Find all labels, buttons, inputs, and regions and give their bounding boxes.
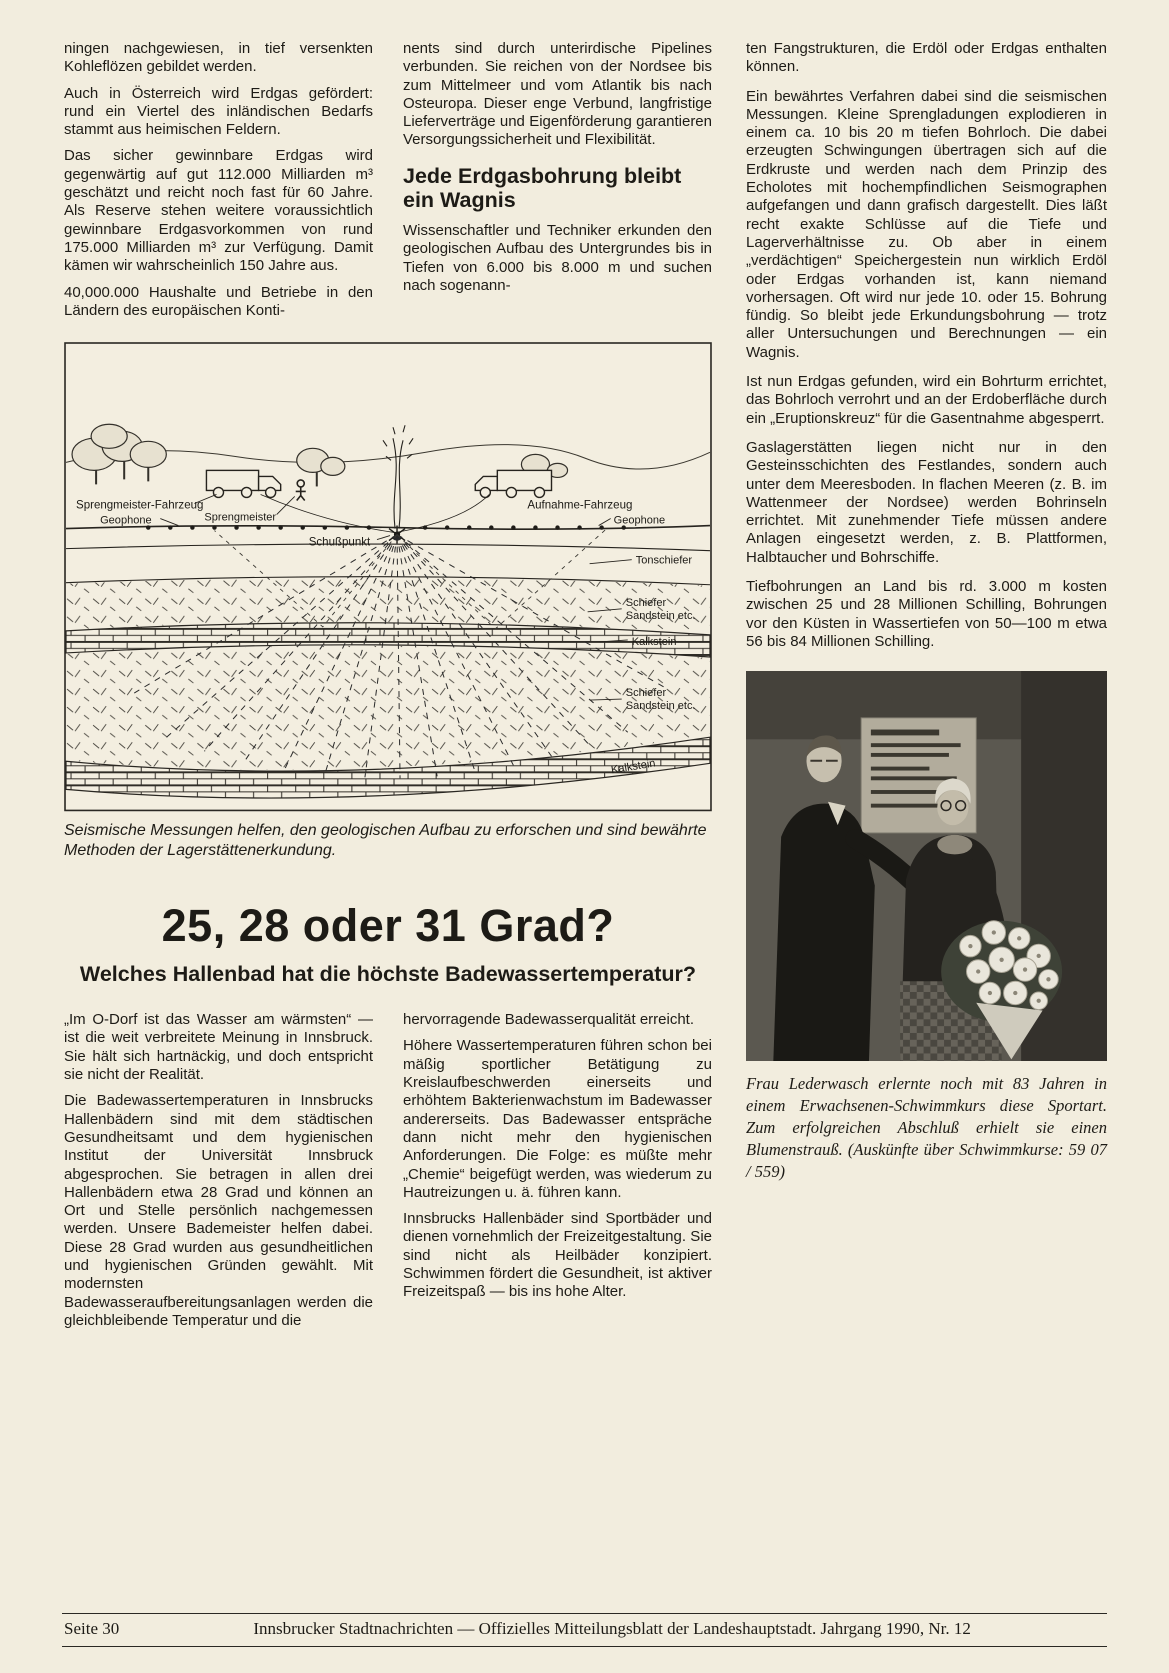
photo-caption: Frau Lederwasch erlernte noch mit 83 Jahren in einem Erwachsenen-Schwimmkurs diese Sportart. Zum erfolgreichen Abschluß erhielt sie einen Blumenstrauß. (Auskünfte über Schwimmkurse: 59 07 / 559) — [746, 1074, 1107, 1181]
paragraph: Ist nun Erdgas gefunden, wird ein Bohrturm errichtet, das Bohrloch verrohrt und an der Erdoberfläche durch ein „Eruptionskreuz“ für die Gasentnahme abgesperrt. — [746, 373, 1107, 427]
gas-article-top-columns — [64, 40, 712, 328]
diagram-caption: Seismische Messungen helfen, den geologischen Aufbau zu erforschen und sind bewährte Methoden der Lagerstättenerkundung. — [64, 821, 707, 860]
photo-figure — [746, 671, 1107, 1182]
seismic-diagram — [64, 342, 712, 811]
paragraph: ten Fangstrukturen, die Erdöl oder Erdgas enthalten können. — [746, 40, 1107, 76]
paragraph: Ein bewährtes Verfahren dabei sind die seismischen Messungen. Kleine Sprengladungen explodieren in einem ca. 10 bis 20 m tiefen Bohrloch. Die dabei erzeugten Schwingungen übertragen sich auf die Erdkruste und werden nach dem Prinzip des Echolotes mit hochempfindlichen Seismographen aufgefangen und dann grafisch dargestellt. Dies läßt recht exakte Schlüsse auf die Tiefe und Lagerverhältnisse zu. Ob aber in einem „verdächtigen“ Speichergestein nun wirklich Erdöl oder Erdgas vorhanden ist, kann niemand vorhersagen. Oft wird nur jede 10. oder 15. Bohrung fündig. So bleibt jede Erkundungsbohrung — trotz aller Untersuchungen und Berechnungen — ein Wagnis. — [746, 87, 1107, 361]
paragraph: nents sind durch unterirdische Pipelines verbunden. Sie reichen von der Nordsee bis zum Mittelmeer und vom Atlantik bis nach Osteuropa. Dieser enge Verbund, langfristige Lieferverträge und Eigenförderung garantieren Versorgungssicherheit und Flexibilität. — [403, 40, 712, 149]
diagram-label-schiefer-2b: Sandstein etc. — [625, 700, 696, 713]
paragraph: Die Badewassertemperaturen in Innsbrucks Hallenbädern sind mit dem städtischen Gesundheitsamt und dem hygienischen Institut der Universität Innsbruck abgesprochen. Sie betragen in allen drei Hallenbädern etwa 28 Grad und können an Ort und Stelle persönlich nachgemessen werden. Unsere Bademeister helfen dabei. Diese 28 Grad wurden aus gesundheitlichen und hygienischen Gründen gewählt. Mit modernsten Badewasseraufbereitungsanlagen werden die gleichbleibende Temperatur und die — [64, 1092, 373, 1329]
article-headline: 25, 28 oder 31 Grad? — [161, 900, 615, 952]
diagram-label-kalkstein-1: Kalkstein — [631, 636, 677, 649]
paragraph: Das sicher gewinnbare Erdgas wird gegenwärtig auf gut 112.000 Milliarden m³ geschätzt und reicht noch fast für 60 Jahre. Als Reserve stehen weitere voraussichtlich gewinnbare Erdgasvorkommen von rund 175.000 Milliarden m³ zur Verfügung. Damit kämen wir wahrscheinlich 150 Jahre aus. — [64, 147, 373, 275]
footer-masthead-text: Innsbrucker Stadtnachrichten — Offizielles Mitteilungsblatt der Landeshauptstadt. Jahrgang 1990, Nr. 12 — [253, 1619, 971, 1638]
seismic-diagram-figure — [64, 342, 712, 862]
pool-article — [64, 900, 712, 1338]
pool-article-columns — [64, 1011, 712, 1338]
main-content — [64, 40, 1107, 1338]
diagram-label-schiefer-1b: Sandstein etc. — [625, 610, 696, 623]
diagram-label-geophone-right: Geophone — [613, 514, 666, 527]
paragraph: Tiefbohrungen an Land bis rd. 3.000 m kosten zwischen 25 und 28 Millionen Schilling, Bohrungen vor den Küsten in Wassertiefen von 50—100 m etwa 56 bis 84 Millionen Schilling. — [746, 578, 1107, 650]
diagram-label-schiefer-2a: Schiefer — [625, 687, 667, 700]
diagram-label-aufnahme-fahrzeug: Aufnahme-Fahrzeug — [527, 499, 633, 512]
paragraph: Wissenschaftler und Techniker erkunden den geologischen Aufbau des Untergrundes bis in Tiefen von 6.000 bis 8.000 m und suchen nach sogenann- — [403, 221, 712, 294]
diagram-label-sprengmeister: Sprengmeister — [204, 511, 277, 524]
left-zone — [64, 40, 712, 1338]
section-heading: Jede Erdgasbohrung bleibt ein Wagnis — [403, 163, 682, 212]
paragraph: ningen nachgewiesen, in tief versenkten Kohleflözen gebildet werden. — [64, 40, 373, 76]
diagram-label-schiefer-1a: Schiefer — [625, 596, 667, 609]
pool-column-2 — [403, 1011, 712, 1338]
diagram-label-geophone-left: Geophone — [100, 514, 152, 527]
gas-column-1 — [64, 40, 373, 328]
article-subheadline: Welches Hallenbad hat die höchste Badewassertemperatur? — [79, 962, 697, 987]
gas-column-2 — [403, 40, 712, 328]
footer-page-number: Seite 30 — [64, 1619, 120, 1638]
diagram-label-schusspunkt: Schußpunkt — [308, 536, 371, 549]
paragraph: 40,000.000 Haushalte und Betriebe in den Ländern des europäischen Konti- — [64, 283, 373, 319]
pool-column-1 — [64, 1011, 373, 1338]
paragraph: Höhere Wassertemperaturen führen schon bei mäßig sportlicher Betätigung zu Kreislaufbeschwerden einerseits und erhöhtem Bakterienwachstum im Badewasser andererseits. Das Badewasser entspräche dann nicht mehr den hygienischen Anforderungen. Die Folge: es müßte mehr „Chemie“ beigefügt werden, was wiederum zu Hautreizungen u. ä. führen kann. — [403, 1037, 712, 1201]
paragraph: Gaslagerstätten liegen nicht nur in den Gesteinsschichten des Festlandes, sondern auch unter dem Meeresboden. In flachen Meeren (z. B. im Wattenmeer der Nordsee) werden Bohrinseln errichtet. Mit zunehmender Tiefe müssen andere Anlagen eingesetzt werden, z. B. Plattformen, Halbtaucher und Bohrschiffe. — [746, 438, 1107, 566]
paragraph: Auch in Österreich wird Erdgas gefördert: rund ein Viertel des inländischen Bedarfs stammt aus heimischen Feldern. — [64, 84, 373, 139]
diagram-label-sprengmeister-fahrzeug: Sprengmeister-Fahrzeug — [76, 499, 204, 512]
paragraph: „Im O-Dorf ist das Wasser am wärmsten“ — ist die weit verbreitete Meinung in Innsbruck. Sie hält sich hartnäckig, und doch entspricht sie nicht der Realität. — [64, 1011, 373, 1084]
paragraph: hervorragende Badewasserqualität erreicht. — [403, 1011, 694, 1029]
paragraph: Innsbrucks Hallenbäder sind Sportbäder und dienen vornehmlich der Freizeitgestaltung. Sie sind nicht als Heilbäder konzipiert. Schwimmen fördert die Gesundheit, ist aktiver Freizeitspaß — bis ins hohe Alter. — [403, 1210, 712, 1301]
diagram-label-kalkstein-2: Kalkstein — [610, 757, 657, 777]
page-footer — [62, 1613, 1107, 1647]
diagram-label-tonschiefer: Tonschiefer — [635, 554, 693, 567]
right-column — [746, 40, 1107, 1338]
photo-flower-presentation — [746, 671, 1107, 1061]
